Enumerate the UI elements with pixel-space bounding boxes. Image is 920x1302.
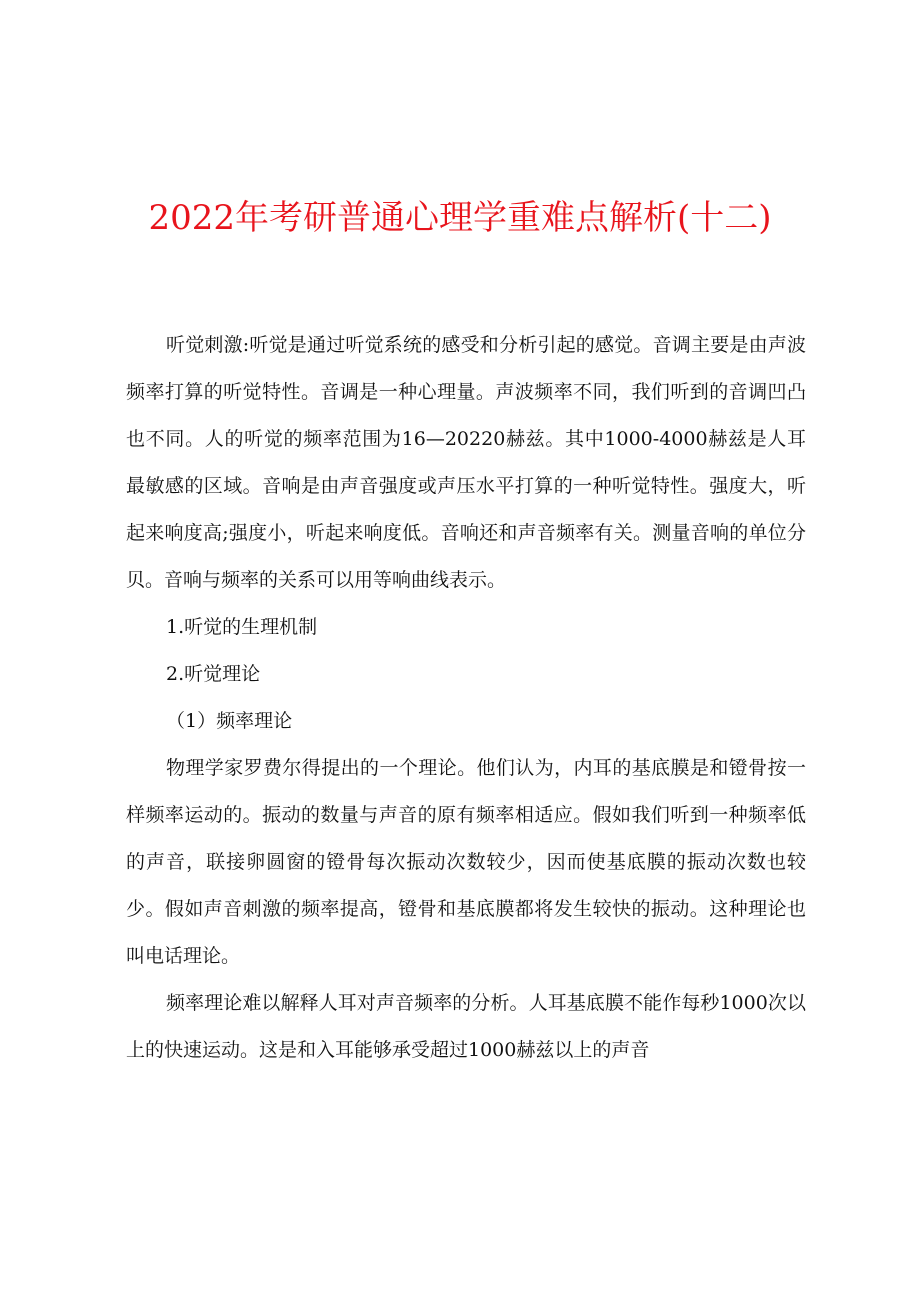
document-body [126,322,806,1074]
paragraph-frequency-theory: 物理学家罗费尔得提出的一个理论。他们认为，内耳的基底膜是和镫骨按一样频率运动的。振动的数量与声音的原有频率相适应。假如我们听到一种频率低的声音，联接卵圆窗的镫骨每次振动次数较少，因而使基底膜的振动次数也较少。假如声音刺激的频率提高，镫骨和基底膜都将发生较快的振动。这种理论也叫电话理论。 [126,757,806,967]
list-item-physiology: 1.听觉的生理机制 [166,616,318,638]
list-item-hearing-theory: 2.听觉理论 [166,663,261,685]
paragraph-hearing-stimulus: 听觉刺激:听觉是通过听觉系统的感受和分析引起的感觉。音调主要是由声波频率打算的听觉特性。音调是一种心理量。声波频率不同，我们听到的音调凹凸也不同。人的听觉的频率范围为16—20220赫兹。其中1000-4000赫兹是人耳最敏感的区域。音响是由声音强度或声压水平打算的一种听觉特性。强度大，听起来响度高;强度小，听起来响度低。音响还和声音频率有关。测量音响的单位分贝。音响与频率的关系可以用等响曲线表示。 [126,334,806,591]
subheading-frequency-theory: （1）频率理论 [166,710,293,732]
paragraph-frequency-theory-limits: 频率理论难以解释人耳对声音频率的分析。人耳基底膜不能作每秒1000次以上的快速运动。这是和入耳能够承受超过1000赫兹以上的声音 [126,992,806,1061]
document-title: 2022年考研普通心理学重难点解析(十二) [148,198,772,238]
